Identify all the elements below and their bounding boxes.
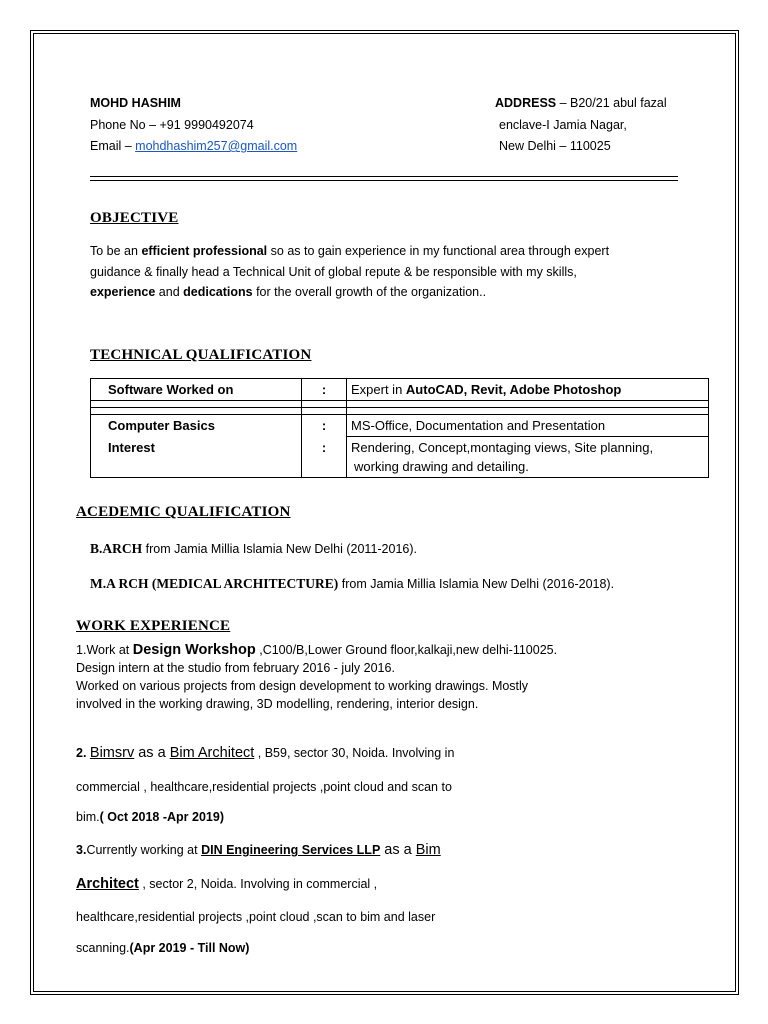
job-3-role-1: Bim	[415, 842, 441, 858]
row-separator: :	[302, 379, 347, 401]
candidate-name: MOHD HASHIM	[90, 96, 181, 110]
email-label: Email –	[90, 139, 136, 153]
job-1-line-3: Worked on various projects from design development to working drawings. Mostly	[76, 679, 529, 693]
row-value	[347, 379, 709, 401]
job-2-company: Bimsrv	[89, 745, 135, 761]
degree-2-text: from Jamia Millia Islamia New Delhi (2016-2018).	[338, 577, 615, 591]
job-2-line-3	[76, 810, 224, 824]
phone-line	[90, 117, 254, 133]
job-1-number: 1.	[76, 643, 87, 657]
job-1-line-1	[76, 641, 557, 659]
phone-number: +91 9990492074	[159, 118, 254, 132]
technical-table	[90, 378, 709, 478]
objective-text-4: for the overall growth of the organization..	[252, 285, 487, 299]
job-3-line-4	[76, 941, 249, 955]
objective-line-1	[90, 241, 680, 262]
table-spacer-row	[91, 408, 709, 415]
job-2-number: 2.	[76, 746, 90, 760]
row-label: Interest	[91, 437, 302, 478]
address-text-1: – B20/21 abul fazal	[556, 96, 667, 110]
objective-text	[90, 241, 680, 303]
objective-emphasis-3: dedications	[183, 285, 253, 299]
address-line-1	[495, 95, 667, 111]
degree-1	[90, 541, 417, 557]
job-3-line-2	[76, 876, 377, 892]
job-3-line-3: healthcare,residential projects ,point cloud ,scan to bim and laser	[76, 910, 436, 924]
job-3-line-4-text: scanning.	[76, 941, 130, 955]
objective-text-2: so as to gain experience in my functional area through expert	[267, 244, 610, 258]
technical-heading: TECHNICAL QUALIFICATION	[90, 347, 312, 363]
row-label: Software Worked on	[91, 379, 302, 401]
address-label: ADDRESS	[495, 96, 557, 110]
objective-emphasis-1: efficient professional	[141, 244, 268, 258]
objective-heading: OBJECTIVE	[90, 210, 179, 226]
job-1-address: ,C100/B,Lower Ground floor,kalkaji,new delhi-110025.	[255, 643, 558, 657]
table-row	[91, 415, 709, 437]
objective-text-3: and	[155, 285, 184, 299]
job-1-line-4: involved in the working drawing, 3D modelling, rendering, interior design.	[76, 697, 479, 711]
job-3-role-2: Architect	[76, 876, 139, 892]
job-3-period: (Apr 2019 - Till Now)	[129, 941, 250, 955]
job-2-period: ( Oct 2018 -Apr 2019)	[99, 810, 224, 824]
job-3-as: as a	[380, 842, 416, 858]
job-3-company: DIN Engineering Services LLP	[201, 843, 381, 857]
address-line-2: enclave-I Jamia Nagar,	[499, 118, 627, 132]
email-link[interactable]: mohdhashim257@gmail.com	[135, 139, 298, 153]
job-2-role: Bim Architect	[169, 745, 255, 761]
address-line-3: New Delhi – 110025	[499, 139, 611, 153]
header-rule-top	[90, 176, 678, 177]
value-software: AutoCAD, Revit, Adobe Photoshop	[405, 382, 622, 397]
table-spacer-row	[91, 401, 709, 408]
value-line-1: Rendering, Concept,montaging views, Site planning,	[351, 440, 654, 455]
job-3-rest: , sector 2, Noida. Involving in commercial ,	[138, 877, 378, 891]
work-heading: WORK EXPERIENCE	[76, 618, 231, 634]
job-2-line-2: commercial , healthcare,residential projects ,point cloud and scan to	[76, 780, 452, 794]
degree-1-name: B.ARCH	[90, 541, 143, 556]
degree-2	[90, 576, 614, 592]
job-1-line-2: Design intern at the studio from february 2016 - july 2016.	[76, 661, 395, 675]
job-2-as: as a	[134, 745, 170, 761]
degree-1-text: from Jamia Millia Islamia New Delhi (2011-2016).	[142, 542, 418, 556]
row-value: MS-Office, Documentation and Presentation	[347, 415, 709, 437]
degree-2-close: )	[333, 576, 339, 591]
job-3-prefix: Currently working at	[86, 843, 202, 857]
header-rule-bottom	[90, 180, 678, 181]
row-separator: :	[302, 415, 347, 437]
academic-heading: ACEDEMIC QUALIFICATION	[76, 504, 291, 520]
email-line	[90, 138, 297, 154]
row-label: Computer Basics	[91, 415, 302, 437]
job-3-number: 3.	[76, 843, 87, 857]
objective-emphasis-2: experience	[90, 285, 156, 299]
job-2-rest: , B59, sector 30, Noida. Involving in	[254, 746, 455, 760]
table-row	[91, 437, 709, 478]
row-separator: :	[302, 437, 347, 478]
table-row	[91, 379, 709, 401]
job-2-line-3-text: bim.	[76, 810, 100, 824]
objective-line-2: guidance & finally head a Technical Unit of global repute & be responsible with my skills,	[90, 264, 577, 279]
job-3-line-1	[76, 842, 441, 858]
job-1	[76, 641, 557, 713]
objective-line-3	[90, 282, 680, 303]
value-line-2: working drawing and detailing.	[354, 459, 529, 474]
job-2-line-1	[76, 745, 454, 761]
value-prefix: Expert in	[351, 382, 406, 397]
degree-2-name: M.A RCH (MEDICAL ARCHITECTURE	[90, 576, 334, 591]
row-value	[347, 437, 709, 478]
objective-text-1: To be an	[90, 244, 142, 258]
job-1-prefix: Work at	[86, 643, 133, 657]
phone-label: Phone No –	[90, 118, 160, 132]
job-1-company: Design Workshop	[132, 642, 256, 658]
